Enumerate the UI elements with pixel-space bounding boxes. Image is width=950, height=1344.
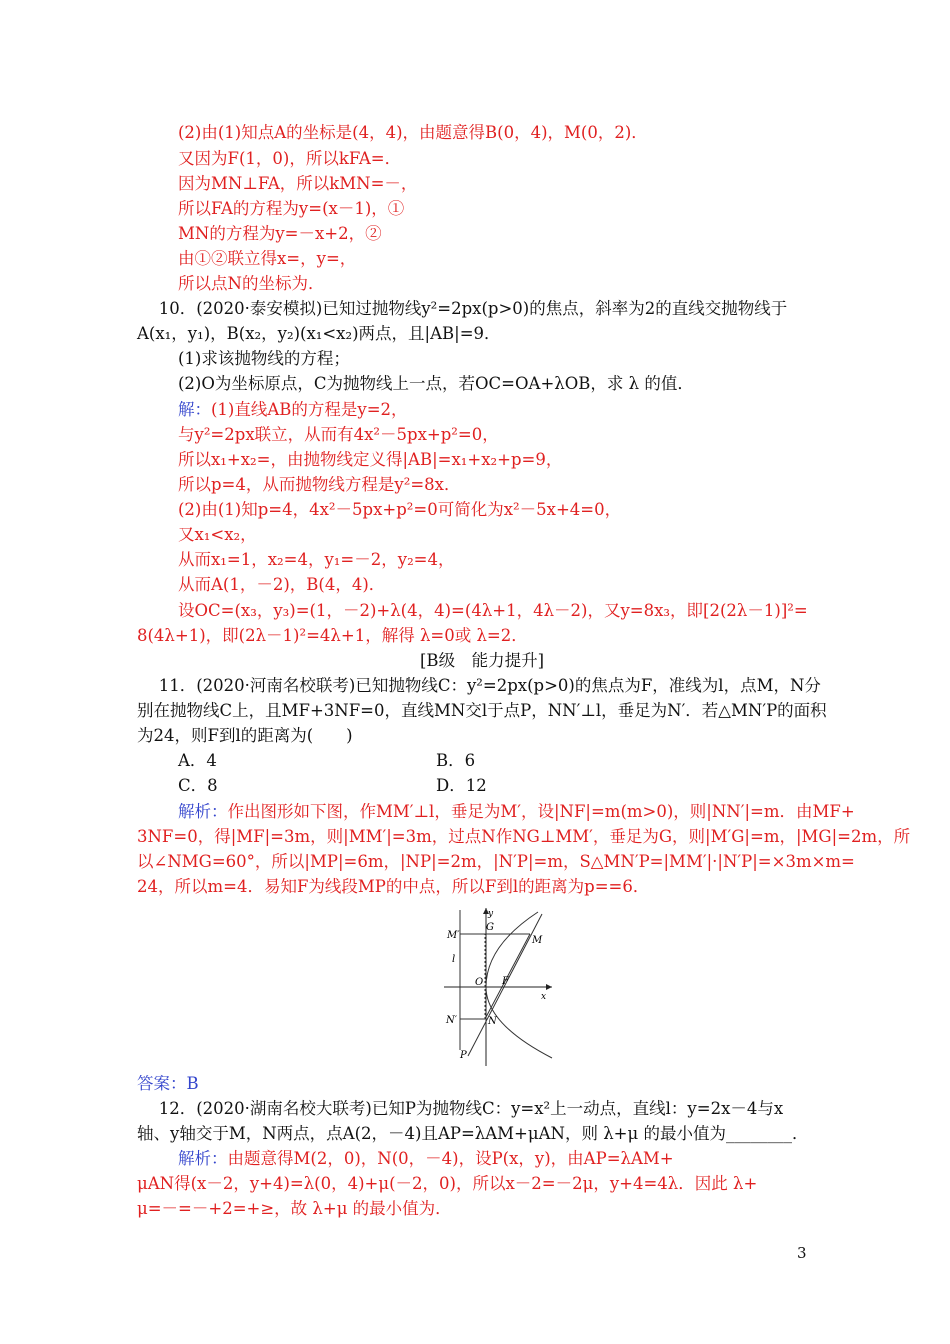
text-line: 又因为F(1，0)，所以kFA=． (178, 149, 402, 168)
solution-line: 设OC=(x₃，y₃)=(1，－2)+λ(4，4)=(4λ+1，4λ－2)，又y=8x₃，即[2(2λ－1)]²= (178, 601, 808, 620)
page-number: 3 (797, 1244, 807, 1262)
label-n-prime: N′ (446, 1015, 458, 1026)
solution-line: 8(4λ+1)，即(2λ－1)²=4λ+1，解得 λ=0或 λ=2． (137, 626, 528, 645)
label-f: F (502, 976, 509, 987)
analysis-line (178, 1146, 868, 1171)
section-title: [B级 能力提升] (420, 651, 544, 670)
parabola-figure (440, 906, 558, 1066)
analysis-line: μAN得(x－2，y+4)=λ(0，4)+μ(－2，0)，所以x－2=－2μ，y+4=4λ．因此 λ+ (137, 1174, 758, 1193)
solution-line: 从而A(1，－2)，B(4，4)． (178, 575, 386, 594)
solution-line: 所以p=4，从而抛物线方程是y²=8x． (178, 475, 461, 494)
analysis-line: 3NF=0，得|MF|=3m，则|MM′|=3m，过点N作NG⊥MM′，垂足为G，则|M′G|=m，|MG|=2m，所 (137, 827, 911, 846)
solution-prefix: 解： (178, 400, 211, 419)
analysis-prefix: 解析： (178, 802, 228, 821)
label-p: P (460, 1050, 467, 1061)
analysis-text: 由题意得M(2，0)，N(0，－4)，设P(x，y)，由AP=λAM+ (227, 1149, 674, 1168)
analysis-line: 以∠NMG=60°，所以|MP|=6m，|NP|=2m，|N′P|=m，S△MN′P=|MM′|·|N′P|=×3m×m= (137, 852, 855, 871)
label-m-prime: M′ (447, 930, 460, 941)
label-g: G (486, 922, 494, 933)
label-l: l (452, 954, 456, 965)
solution-line (178, 397, 868, 422)
text-line: 所以点N的坐标为． (178, 274, 325, 293)
solution-line: 与y²=2px联立，从而有4x²－5px+p²=0， (178, 425, 499, 444)
question-stem: 别在抛物线C上，且MF+3NF=0，直线MN交l于点P，NN′⊥l，垂足为N′．若△MN′P的面积 (137, 701, 827, 720)
question-stem: 10．(2020·泰安模拟)已知过抛物线y²=2px(p>0)的焦点，斜率为2的直线交抛物线于 (137, 299, 788, 318)
question-part: (2)O为坐标原点，C为抛物线上一点，若OC=OA+λOB，求 λ 的值． (178, 374, 694, 393)
solution-text: (1)直线AB的方程是y=2， (211, 400, 408, 419)
label-m: M (532, 935, 543, 946)
choice-c: C．8 (178, 776, 218, 795)
text-line: (2)由(1)知点A的坐标是(4，4)，由题意得B(0，4)，M(0，2)． (178, 123, 648, 142)
choice-row (178, 748, 868, 773)
answer-line: 答案：B (137, 1074, 199, 1093)
choice-row (178, 773, 868, 798)
text-line: 因为MN⊥FA，所以kMN=－， (178, 174, 418, 193)
label-x: x (541, 992, 547, 1002)
solution-line: 所以x₁+x₂=，由抛物线定义得|AB|=x₁+x₂+p=9， (178, 450, 563, 469)
question-stem: 轴、y轴交于M，N两点，点A(2，－4)且AP=λAM+μAN，则 λ+μ 的最小值为________． (137, 1124, 809, 1143)
label-o: O (475, 977, 484, 988)
solution-line: (2)由(1)知p=4，4x²－5px+p²=0可简化为x²－5x+4=0， (178, 500, 622, 519)
analysis-text: 作出图形如下图，作MM′⊥l，垂足为M′，设|NF|=m(m>0)，则|NN′|=m．由MF+ (227, 802, 855, 821)
choice-b: B．6 (436, 751, 476, 770)
question-stem: 为24，则F到l的距离为( ) (137, 726, 353, 745)
analysis-line: 24，所以m=4．易知F为线段MP的中点，所以F到l的距离为p==6． (137, 877, 650, 896)
analysis-line: μ=－=－+2=+≥，故 λ+μ 的最小值为． (137, 1199, 452, 1218)
text-line: MN的方程为y=－x+2，② (178, 224, 382, 243)
analysis-prefix: 解析： (178, 1149, 228, 1168)
choice-a: A．4 (178, 751, 217, 770)
text-line: 由①②联立得x=，y=， (178, 249, 357, 268)
text-line: 所以FA的方程为y=(x－1)，① (178, 199, 405, 218)
question-stem: 12．(2020·湖南名校大联考)已知P为抛物线C：y=x²上一动点，直线l：y=2x－4与x (137, 1099, 784, 1118)
label-n: N (488, 1016, 497, 1027)
choice-d: D．12 (436, 776, 487, 795)
question-stem: A(x₁，y₁)，B(x₂，y₂)(x₁<x₂)两点，且|AB|=9． (137, 324, 501, 343)
question-part: (1)求该抛物线的方程； (178, 349, 350, 368)
analysis-line (178, 799, 868, 824)
solution-line: 又x₁<x₂， (178, 525, 257, 544)
question-stem: 11．(2020·河南名校联考)已知抛物线C：y²=2px(p>0)的焦点为F，准线为l，点M，N分 (137, 676, 821, 695)
label-y: y (488, 909, 494, 919)
solution-line: 从而x₁=1，x₂=4，y₁=－2，y₂=4， (178, 550, 455, 569)
